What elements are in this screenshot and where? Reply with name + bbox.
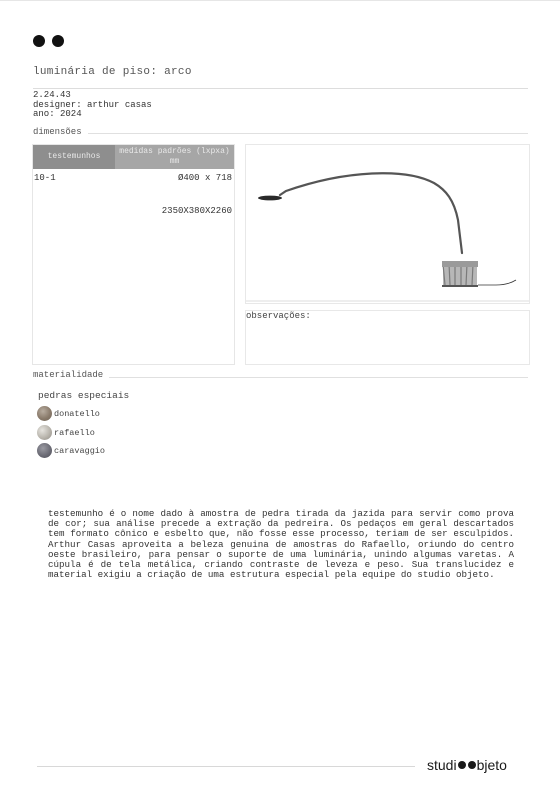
stone-name: donatello	[54, 408, 100, 419]
brand-text-part1: studi	[427, 757, 457, 773]
title-divider	[33, 88, 528, 89]
dimensions-table	[32, 144, 235, 365]
arc-floor-lamp-photo	[246, 145, 529, 303]
product-title: luminária de piso: arco	[33, 66, 192, 78]
observations-box	[245, 310, 530, 365]
logo-dots	[33, 35, 64, 47]
stone-swatch	[37, 406, 52, 421]
product-image	[245, 144, 530, 304]
brand-dot-icon	[458, 761, 466, 769]
top-border	[0, 0, 560, 1]
cell-measure: 2350X380X2260	[161, 206, 232, 216]
cell-sample: 10-1	[34, 173, 56, 183]
product-year: ano: 2024	[33, 109, 82, 119]
stone-name: rafaello	[54, 427, 95, 438]
col-header-samples: testemunhos	[33, 145, 115, 169]
product-code: 2.24.43	[33, 90, 71, 100]
stone-item-caravaggio	[37, 443, 105, 458]
col-header-measures: medidas padrões (lxpxa) mm	[115, 145, 234, 169]
dot-icon	[52, 35, 64, 47]
footer-rule	[37, 766, 415, 767]
description-paragraph: testemunho é o nome dado à amostra de pedra tirada da jazida para servir como prova de cor; sua análise precede a extração da pedreira. Os pedaços em geral descartados tem formato cônico e esbelto que, não fosse esse processo, teriam de ser esculpidos. Arthur Casas aproveita a beleza genuina de amostras do Rafaello, oriundo do centro oeste brasileiro, para pensar o suporte de uma luminária, unindo algumas varetas. A cúpula é de tela metálica, criando contraste de leveza e peso. Sua translucidez e material exigiu a criação de uma estrutura especial pela equipe do studio objeto.	[48, 508, 514, 581]
cell-measure: Ø400 x 718	[177, 173, 232, 183]
dot-icon	[33, 35, 45, 47]
observations-label: observações:	[246, 311, 315, 321]
stone-swatch	[37, 425, 52, 440]
brand-dot-icon	[468, 761, 476, 769]
product-designer: designer: arthur casas	[33, 99, 152, 110]
dimensions-label: dimensões	[33, 127, 88, 137]
brand-logo	[427, 757, 507, 773]
stone-swatch	[37, 443, 52, 458]
stone-item-donatello	[37, 406, 100, 421]
stone-name: caravaggio	[54, 445, 106, 456]
materiality-label: materialidade	[33, 370, 109, 380]
brand-text-part2: bjeto	[476, 757, 507, 773]
stone-item-rafaello	[37, 425, 95, 440]
product-meta	[33, 91, 152, 120]
dimensions-rule	[33, 133, 528, 134]
stones-subheading: pedras especiais	[38, 390, 130, 401]
